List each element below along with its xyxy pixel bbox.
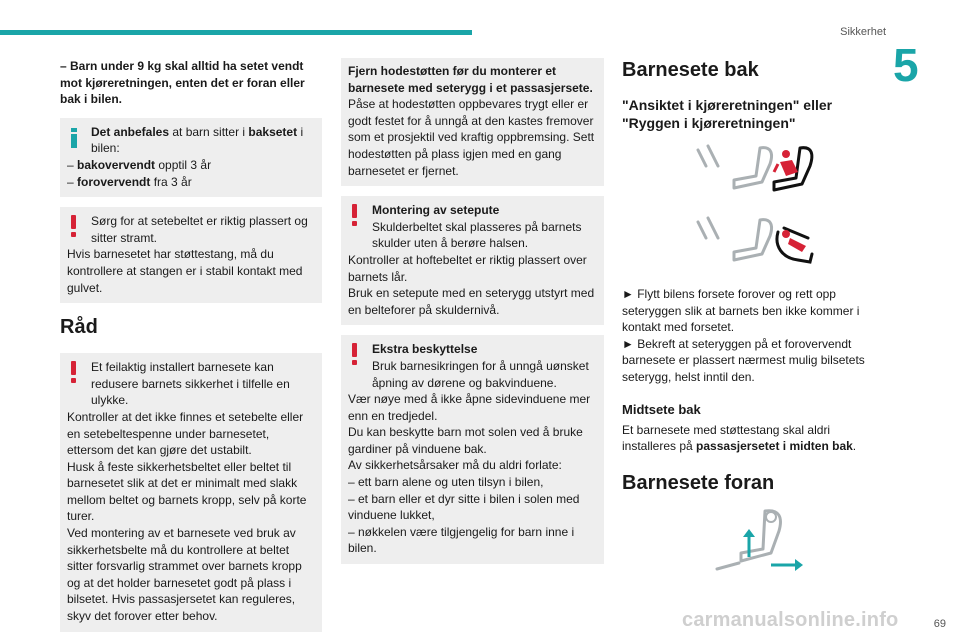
instruction-step-1: ► Flytt bilens forsete forover og rett opp seteryggen slik at barnets ben ikke kommer i kontakt med forsetet.: [622, 287, 860, 335]
warning-list-item: – nøkkelen være tilgjengelig for barn inne i bilen.: [348, 524, 575, 556]
info-line-1: – bakovervendt opptil 3 år: [67, 157, 212, 172]
warning-list-item: – et barn eller et dyr sitte i bilen i solen med vinduene lukket,: [348, 491, 580, 523]
warning-box-advice: [60, 353, 322, 632]
heading-barnesete-bak: Barnesete bak: [622, 59, 759, 81]
warning-box-booster: [341, 196, 604, 325]
info-intro: Det anbefales at barn sitter i baksetet i bilen:: [91, 124, 304, 156]
instruction-step-2: ► Bekreft at seteryggen på et forovervendt barnesete er plassert nærmest mulig bilsetets seterygg, helst inntil den.: [622, 336, 865, 384]
warning-box-protection: [341, 335, 604, 564]
forward-facing-seat-illustration: [674, 142, 834, 200]
warning-text: Hvis barnesetet har støttestang, må du kontrollere at stangen er i stabil kontakt med gulvet.: [67, 247, 303, 295]
warning-text: Skulderbeltet skal plasseres på barnets skulder uten å berøre halsen.: [372, 219, 582, 251]
warning-text: Av sikkerhetsårsaker må du aldri forlate:: [348, 458, 562, 473]
warning-list-item: – ett barn alene og uten tilsyn i bilen,: [348, 475, 544, 490]
warning-icon: [71, 215, 77, 237]
warning-title: Montering av setepute: [372, 203, 500, 218]
watermark: carmanualsonline.info: [682, 609, 899, 631]
column-1: [60, 58, 322, 640]
warning-text: Et feilaktig installert barnesete kan redusere barnets sikkerhet i tilfelle en ulykke.: [91, 360, 290, 408]
midtsete-text: Et barnesete med støttestang skal aldri installeres på passasjersetet i midten bak.: [622, 422, 857, 454]
section-title: Sikkerhet: [840, 26, 886, 38]
warning-box-belt: [60, 207, 322, 303]
warning-text: Vær nøye med å ikke åpne sidevinduene mer enn en tredjedel.: [348, 392, 591, 423]
front-seat-adjust-illustration: [699, 507, 809, 579]
warning-text: Bruk barnesikringen for å unngå uønsket åpning av dørene og bakvinduene.: [372, 358, 589, 390]
warning-icon: [352, 204, 358, 226]
header-accent-bar: [0, 30, 472, 35]
chapter-number: 5: [893, 39, 919, 91]
headrest-bold: Fjern hodestøtten før du monterer et barnesete med seterygg i et passasjersete.: [348, 64, 593, 95]
heading-midtsete: Midtsete bak: [622, 401, 701, 417]
heading-rad: Råd: [60, 316, 98, 339]
warning-text: Sørg for at setebeltet er riktig plassert og sitter stramt.: [91, 214, 308, 245]
warning-text: Kontroller at hoftebeltet er riktig plassert over barnets lår.: [348, 252, 587, 284]
warning-text: Ved montering av et barnesete ved bruk av sikkerhetsbelte må du kontrollere at beltet sitter forsvarlig strammet over barnets kropp og at det holder barnesetet godt på plass i bilsetet. Hvis passasjersetet kan reguleres, skyv det forover etter behov.: [67, 526, 302, 624]
headrest-text: Påse at hodestøtten oppbevares trygt eller er godt festet for å unngå at den kastes fremover som et prosjektil ved kraftig oppbremsing. Sett hodestøtten på plass igjen med en gang barnesetet er fjernet.: [348, 97, 595, 178]
info-box: [60, 118, 322, 197]
heading-barnesete-foran: Barnesete foran: [622, 471, 775, 494]
column-3: [622, 58, 886, 579]
warning-text: Bruk en setepute med en seterygg utstyrt med en belteforer på skuldernivå.: [348, 286, 595, 317]
info-line-2: – forovervendt fra 3 år: [67, 174, 192, 189]
warning-text: Kontroller at det ikke finnes et setebelte eller en setebeltespenne under barnesetet, ettersom det kan gjøre det ustabilt.: [67, 409, 304, 458]
warning-icon: [71, 361, 77, 383]
warning-icon: [352, 343, 358, 365]
warning-text: Husk å feste sikkerhetsbeltet eller beltet til barnesetet slik at det er minimalt med slakk mellom beltet og barnets kropp, selv på korte turer.: [67, 459, 307, 524]
warning-text: Du kan beskytte barn mot solen ved å bruke gardiner på vinduene bak.: [348, 425, 583, 456]
warning-title: Ekstra beskyttelse: [372, 342, 478, 357]
column-2: [341, 58, 604, 574]
lead-paragraph: – Barn under 9 kg skal alltid ha setet vendt mot kjøreretningen, enten det er foran eller bak i bilen.: [60, 59, 305, 107]
rear-facing-seat-illustration: [674, 212, 834, 272]
headrest-box: [341, 58, 604, 186]
info-icon: [71, 128, 77, 146]
subheading-orientation: "Ansiktet i kjøreretningen" eller "Ryggen i kjøreretningen": [622, 97, 833, 131]
page-number: 69: [933, 618, 946, 630]
